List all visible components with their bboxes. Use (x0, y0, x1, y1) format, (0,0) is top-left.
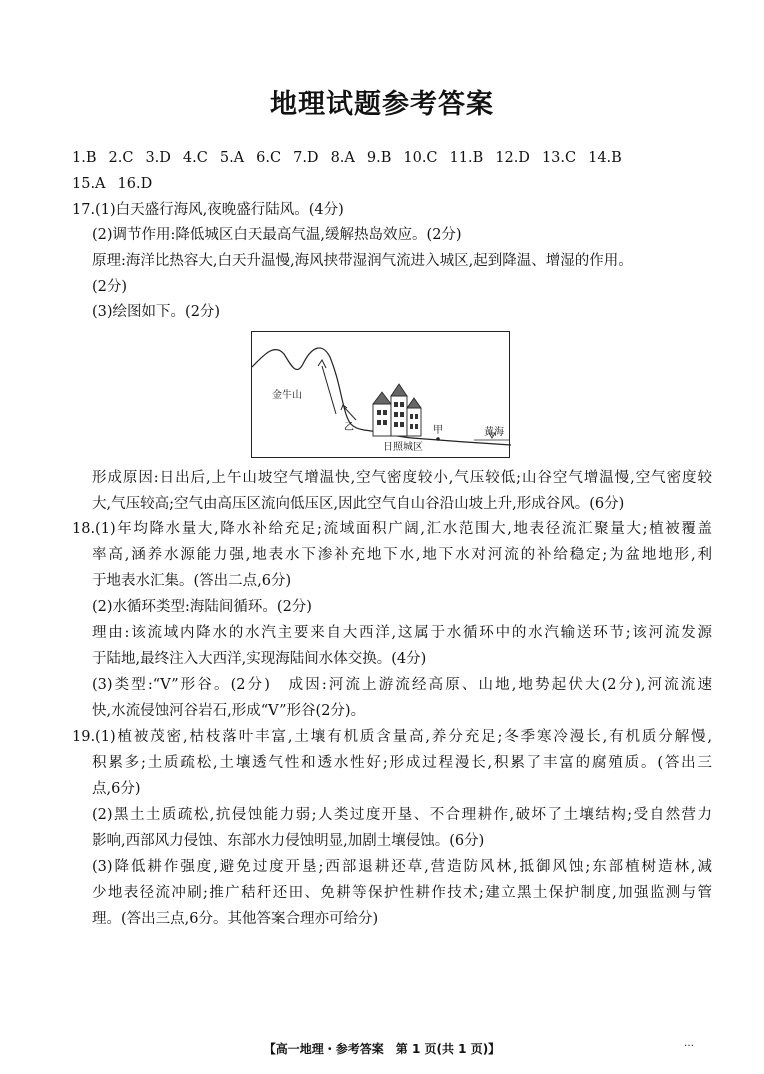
q18-part1-line1: 18.(1)年均降水量大,降水补给充足;流域面积广阔,汇水范围大,地表径流汇聚量大;植被覆盖 (72, 521, 712, 537)
label-city: 日照城区 (383, 442, 423, 453)
answer-item: 4.C (182, 150, 208, 166)
q18-part1-line3: 于地表水汇集。(答出二点,6分) (92, 573, 292, 589)
q17-cause-2: 大,气压较高;空气由高压区流向低压区,因此空气自山谷沿山坡上升,形成谷风。(6分) (92, 496, 625, 512)
q19-part3-line2: 少地表径流冲刷;推广秸秆还田、免耕等保护性耕作技术;建立黑土保护制度,加强监测与管 (92, 885, 712, 901)
q19-part2-line2: 影响,西部风力侵蚀、东部水力侵蚀明显,加剧土壤侵蚀。(6分) (92, 833, 485, 849)
answer-item: 1.B (72, 150, 97, 166)
page-footer: 【高一地理・参考答案 第 1 页(共 1 页)】 (263, 1042, 501, 1056)
answer-item: 5.A (219, 150, 245, 166)
q19-part3-line1: (3)降低耕作强度,避免过度开垦;西部退耕还草,营造防风林,抵御风蚀;东部植树造林,减 (92, 859, 712, 875)
answer-item: 13.C (541, 150, 577, 166)
label-jia: 甲 (433, 425, 443, 436)
q19-part1-line3: 点,6分) (92, 781, 141, 797)
answer-item: 8.A (330, 150, 355, 166)
label-mountain: 金牛山 (272, 390, 302, 401)
q17-cause-1: 形成原因:日出后,上午山坡空气增温快,空气密度较小,气压较低;山谷空气增温慢,空气密度较 (92, 470, 712, 486)
q18-part2: (2)水循环类型:海陆间循环。(2分) (92, 599, 312, 615)
q18-part3-line1: (3)类型:“V”形谷。(2分) 成因:河流上游流经高原、山地,地势起伏大(2分),河流流速 (92, 677, 712, 693)
q17-principle-score: (2分) (92, 279, 128, 295)
answer-item: 10.C (403, 150, 438, 166)
valley-breeze-diagram (251, 331, 510, 458)
answer-item: 7.D (293, 150, 319, 166)
q17-part2: (2)调节作用:降低城区白天最高气温,缓解热岛效应。(2分) (92, 227, 462, 243)
q18-reason-1: 理由:该流域内降水的水汽主要来自大西洋,这属于水循环中的水汽输送环节;该河流发源 (92, 625, 712, 641)
label-yi: 乙 (344, 422, 354, 433)
q17-part3: (3)绘图如下。(2分) (92, 304, 221, 320)
answer-item: 12.D (495, 150, 530, 166)
answer-item: 9.B (366, 150, 392, 166)
q19-part1-line2: 积累多;土质疏松,土壤透气性和透水性好;形成过程漫长,积累了丰富的腐殖质。(答出三 (92, 755, 712, 771)
answer-item: 11.B (449, 150, 484, 166)
q17-part1: 17.(1)白天盛行海风,夜晚盛行陆风。(4分) (72, 202, 344, 218)
answer-item: 14.B (588, 150, 622, 166)
point-jia-marker (436, 437, 440, 441)
q19-part1-line1: 19.(1)植被茂密,枯枝落叶丰富,土壤有机质含量高,养分充足;冬季寒冷漫长,有机质分解慢, (72, 729, 712, 745)
q19-part2-line1: (2)黑土土质疏松,抗侵蚀能力弱;人类过度开垦、不合理耕作,破坏了土壤结构;受自然营力 (92, 807, 712, 823)
answer-item: 6.C (256, 150, 282, 166)
page-title: 地理试题参考答案 (270, 89, 494, 120)
answer-item: 16.D (117, 176, 153, 192)
answer-item: 15.A (72, 176, 106, 192)
mc-answers-row-1 (72, 145, 712, 171)
q18-part1-line2: 率高,涵养水源能力强,地表水下渗补充地下水,地下水对河流的补给稳定;为盆地地形,利 (92, 547, 712, 563)
mc-answers-row-2 (72, 171, 712, 197)
wind-arrow (322, 366, 336, 414)
q18-reason-2: 于陆地,最终注入大西洋,实现海陆间水体交换。(4分) (92, 651, 427, 667)
label-sea: 黄海 (484, 427, 504, 438)
q19-part3-line3: 理。(答出三点,6分。其他答案合理亦可给分) (92, 911, 379, 927)
corner-mark: … (684, 1038, 694, 1049)
answer-item: 3.D (145, 150, 171, 166)
q17-principle: 原理:海洋比热容大,白天升温慢,海风挟带湿润气流进入城区,起到降温、增湿的作用。 (92, 253, 633, 269)
q18-part3-line2: 快,水流侵蚀河谷岩石,形成“V”形谷(2分)。 (92, 703, 366, 719)
city-buildings-icon (373, 384, 421, 436)
answer-item: 2.C (108, 150, 134, 166)
